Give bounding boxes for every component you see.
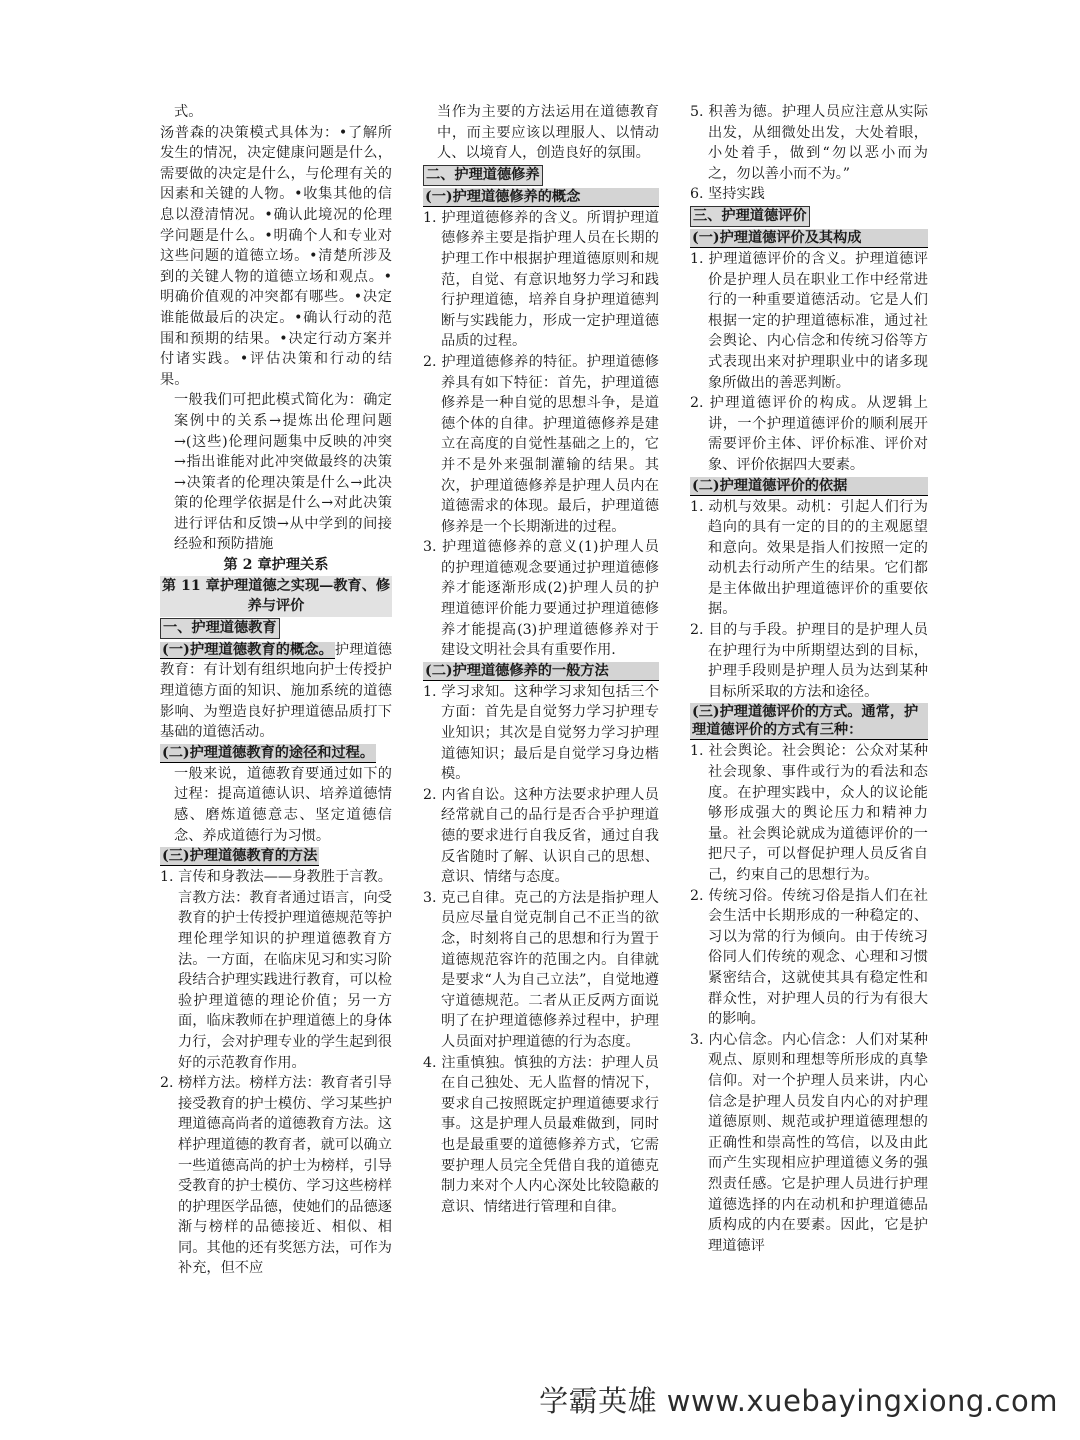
subsection-heading: (二)护理道德教育的途径和过程。 (162, 744, 375, 761)
list-item: 5. 积善为德。护理人员应注意从实际出发，从细微处出发，大处着眼，小处着手，做到“勿以恶小而为之，勿以善小而不为。” (690, 104, 928, 182)
paragraph: 护理道德教育：有计划有组织地向护士传授护理道德方面的知识、施加系统的道德影响、为塑造良好护理道德品质打下基础的道德活动。 (160, 641, 392, 741)
list-item: 3. 内心信念。内心信念：人们对某种观点、原则和理想等所形成的真挚信仰。对一个护理人员来讲，内心信念是护理人员发自内心的对护理道德原则、规范或护理道德理想的正确性和崇高性的笃信，以及由此而产生实现相应护理道德义务的强烈责任感。它是护理人员进行护理道德选择的内在动机和护理道德品质构成的内在要素。因此，它是护理道德评 (690, 1031, 928, 1254)
paragraph: 一般我们可把此模式简化为：确定案例中的关系→提炼出伦理问题→(这些)伦理问题集中反映的冲突→指出谁能对此冲突做最终的决策→决策者的伦理决策是什么→此决策的伦理学依据是什么→对此决策进行评估和反馈→从中学到的间接经验和预防措施 (174, 392, 392, 553)
chapter-title: 第 11 章护理道德之实现—教育、修养与评价 (160, 576, 392, 617)
paragraph: 一般来说，道德教育要通过如下的过程：提高道德认识、培养道德情感、磨炼道德意志、坚定道德信念、养成道德行为习惯。 (174, 765, 392, 844)
list-item: 1. 护理道德评价的含义。护理道德评价是护理人员在职业工作中经常进行的一种重要道德活动。它是人们根据一定的护理道德标准，通过社会舆论、内心信念和传统习俗等方式表现出来对护理职业中的诸多现象所做出的善恶判断。 (690, 250, 928, 391)
list-item: 4. 注重慎独。慎独的方法：护理人员在自己独处、无人监督的情况下，要求自己按照既定护理道德要求行事。这是护理人员最难做到，同时也是最重要的道德修养方式，它需要护理人员完全凭借自我的道德克制力来对个人内心深处比较隐蔽的意识、情绪进行管理和自律。 (423, 1054, 659, 1215)
subsection-heading: (三)护理道德教育的方法 (162, 848, 318, 865)
list-item: 2. 护理道德评价的构成。从逻辑上讲，一个护理道德评价的顺利展开需要评价主体、评价标准、评价对象、评价依据四大要素。 (690, 395, 928, 473)
column-2 (423, 102, 659, 1217)
section-heading: 三、护理道德评价 (690, 206, 810, 227)
subsection-heading: (三)护理道德评价的方式。通常，护理道德评价的方式有三种： (690, 703, 928, 740)
list-item: 2. 榜样方法。榜样方法：教育者引导接受教育的护士模仿、学习某些护理道德高尚者的道德教育方法。这样护理道德的教育者，就可以确立一些道德高尚的护士为榜样，引导受教育的护士模仿、学习这些榜样的护理医学品德，使她们的品德逐渐与榜样的品德接近、相似、相同。其他的还有奖惩方法，可作为补充，但不应 (160, 1075, 392, 1277)
list-item: 1. 动机与效果。动机：引起人们行为趋向的具有一定的目的的主观愿望和意向。效果是指人们按照一定的动机去行动所产生的结果。它们都是主体做出护理道德评价的重要依据。 (690, 498, 928, 618)
paragraph: 当作为主要的方法运用在道德教育中，而主要应该以理服人、以情动人、以境育人，创造良好的氛围。 (437, 104, 659, 162)
list-item: 3. 克己自律。克己的方法是指护理人员应尽量自觉克制自己不正当的欲念，时刻将自己的思想和行为置于道德规范容许的范围之内。自律就是要求“人为自己立法”，自觉地遵守道德规范。二者从正反两方面说明了在护理道德修养过程中，护理人员面对护理道德的行为态度。 (423, 889, 659, 1050)
subsection-heading: (一)护理道德修养的概念 (423, 188, 659, 207)
list-item: 2. 传统习俗。传统习俗是指人们在社会生活中长期形成的一种稳定的、习以为常的行为倾向。由于传统习俗同人们传统的观念、心理和习惯紧密结合，这就使其具有稳定性和群众性，对护理人员的行为有很大的影响。 (690, 887, 928, 1028)
list-item: 1. 言传和身教法——身教胜于言教。言教方法：教育者通过语言，向受教育的护士传授护理道德规范等护理伦理学知识的护理道德教育方法。一方面，在临床见习和实习阶段结合护理实践进行教育，可以检验护理道德的理论价值；另一方面，临床教师在护理道德上的身体力行，会对护理专业的学生起到很好的示范教育作用。 (160, 869, 392, 1071)
subsection-heading: (一)护理道德评价及其构成 (690, 229, 928, 248)
list-item: 1. 学习求知。这种学习求知包括三个方面：首先是自觉努力学习护理专业知识；其次是自觉努力学习护理道德知识；最后是自觉学习身边楷模。 (423, 683, 659, 783)
list-item: 2. 内省自讼。这种方法要求护理人员经常就自己的品行是否合乎护理道德的要求进行自我反省，通过自我反省随时了解、认识自己的思想、意识、情绪与态度。 (423, 786, 659, 886)
section-heading: 一、护理道德教育 (160, 618, 280, 639)
column-3 (690, 102, 928, 1256)
list-item: 2. 目的与手段。护理目的是护理人员在护理行为中所期望达到的目标，护理手段则是护理人员为达到某种目标所采取的方法和途径。 (690, 622, 928, 700)
column-1 (160, 102, 392, 1279)
subsection-heading: (一)护理道德教育的概念。 (162, 641, 333, 658)
site-watermark: 学霸英雄 www.xuebayingxiong.com (539, 1384, 1058, 1418)
subsection-heading: (二)护理道德修养的一般方法 (423, 662, 659, 681)
paragraph: 汤普森的决策模式具体为：•了解所发生的情况，决定健康问题是什么，需要做的决定是什么，与伦理有关的因素和关键的人物。•收集其他的信息以澄清情况。•确认此境况的伦理学问题是什么。•明确个人和专业对这些问题的道德立场。•清楚所涉及到的关键人物的道德立场和观点。•明确价值观的冲突都有哪些。•决定谁能做最后的决定。•确认行动的范围和预期的结果。•决定行动方案并付诸实践。•评估决策和行动的结果。 (160, 124, 392, 388)
subsection-heading: (二)护理道德评价的依据 (690, 477, 928, 496)
list-item: 2. 护理道德修养的特征。护理道德修养具有如下特征：首先，护理道德修养是一种自觉的思想斗争，是道德个体的自律。护理道德修养是建立在高度的自觉性基础之上的，它并不是外来强制灌输的结果。其次，护理道德修养是护理人员内在道德需求的体现。最后，护理道德修养是一个长期渐进的过程。 (423, 353, 659, 535)
list-item: 6. 坚持实践 (690, 186, 765, 203)
paragraph: 式。 (174, 104, 203, 120)
list-item: 1. 社会舆论。社会舆论：公众对某种社会现象、事件或行为的看法和态度。在护理实践中，众人的议论能够形成强大的舆论压力和精神力量。社会舆论就成为道德评价的一把尺子，可以督促护理人员反省自己，约束自己的思想行为。 (690, 743, 928, 883)
list-item: 1. 护理道德修养的含义。所谓护理道德修养主要是指护理人员在长期的护理工作中根据护理道德原则和规范，自觉、有意识地努力学习和践行护理道德，培养自身护理道德判断与实践能力，形成一定护理道德品质的过程。 (423, 209, 659, 350)
chapter-title: 第 2 章护理关系 (223, 557, 329, 574)
list-item: 3. 护理道德修养的意义(1)护理人员的护理道德观念要通过护理道德修养才能逐渐形成(2)护理人员的护理道德评价能力要通过护理道德修养才能提高(3)护理道德修养对于建设文明社会具有重要作用. (423, 539, 659, 659)
section-heading: 二、护理道德修养 (423, 165, 543, 186)
